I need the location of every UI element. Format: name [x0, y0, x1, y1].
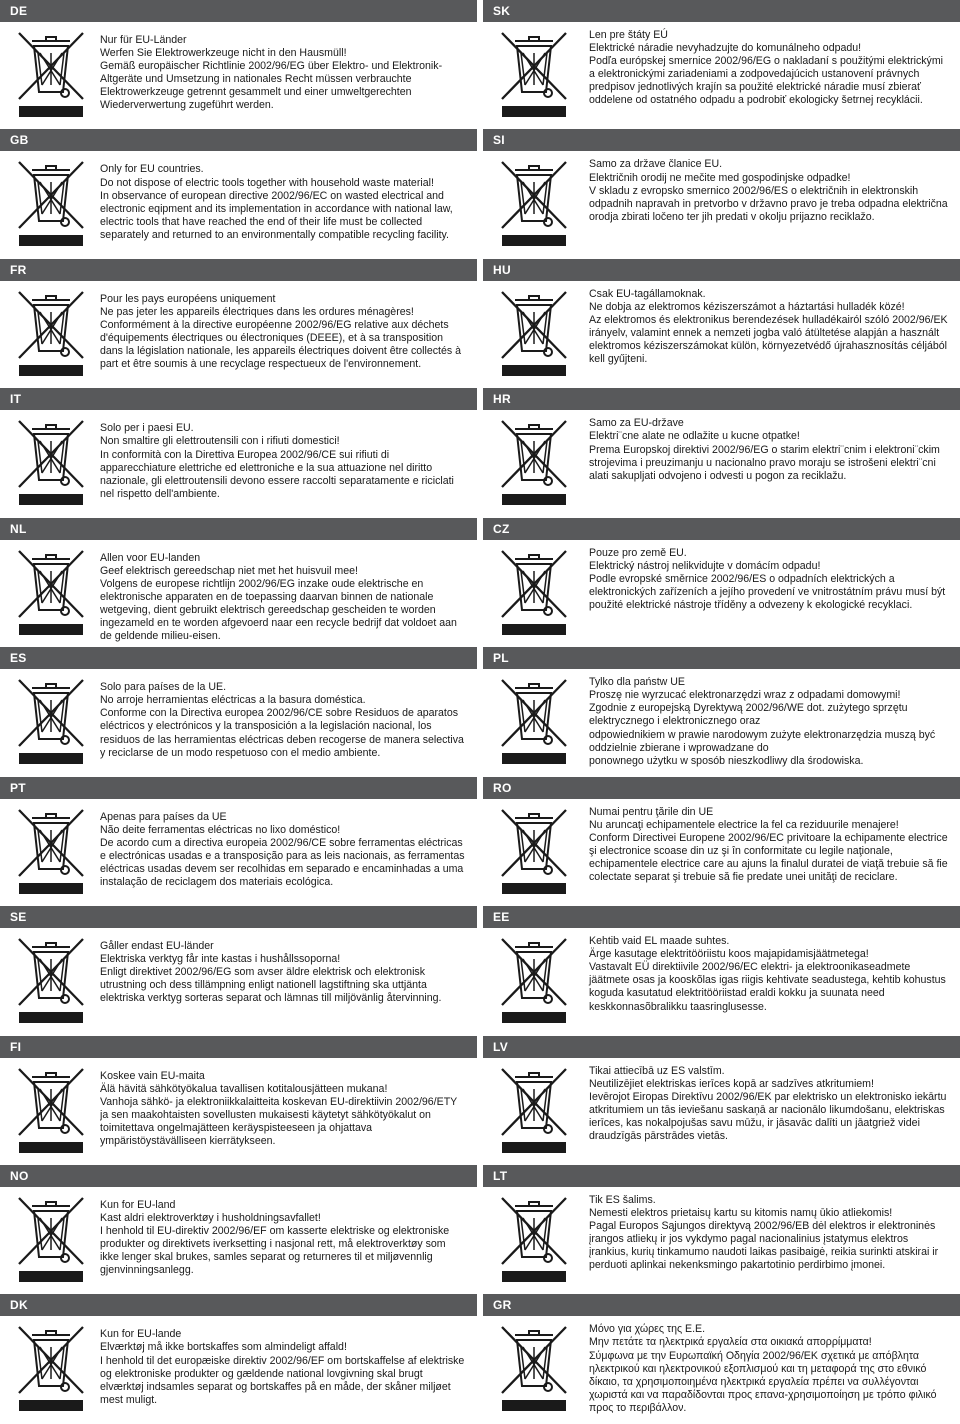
notice-line: ponownego użytku w sposób nieszkodliwy dla środowiska.	[589, 754, 864, 767]
crossed-out-wheelie-bin-icon	[499, 415, 569, 507]
section-text	[100, 540, 477, 647]
icon-container	[483, 22, 583, 129]
notice-line: Allen voor EU-landen	[100, 551, 201, 564]
section-gb	[0, 129, 480, 258]
section-lt	[480, 1165, 960, 1294]
notice-line: Conforme con la Directiva europea 2002/96/CE sobre Residuos de aparatos eléctricos y electrónicos y la transposición a la legislación nacional, los residuos de las herramientas eléctricas deben recogerse de manera selectiva y reciclarse de un modo respetuoso con el medio ambiente.	[100, 707, 464, 759]
notice-line: Nu aruncaţi echipamentele electrice la fel ca reziduurile menajere!	[589, 818, 899, 831]
section-content	[0, 540, 477, 647]
section-text	[583, 799, 960, 906]
language-code-bar	[0, 1294, 477, 1316]
notice-line: Kun for EU-land	[100, 1198, 176, 1211]
crossed-out-wheelie-bin-icon	[499, 545, 569, 637]
notice-line: Elværktøj må ikke bortskaffes som almindeligt affald!	[100, 1341, 347, 1354]
notice-line: Ievērojot Eiropas Direktīvu 2002/96/EK par elektrisko un elektronisko iekārtu atkritumiem un tās ieviešanu saskaņā ar nacionālo likumdošanu, elektriskas ierīces, kas nokalpojušas savu mūžu, ir jāsavāc dalīti un jāatgriež videi draudzīgās pārstrādes vietās.	[589, 1090, 947, 1142]
notice-line: Älä hävitä sähkötyökalua tavallisen kotitalousjätteen mukana!	[100, 1082, 388, 1095]
notice-line: Zgodnie z europejską Dyrektywą 2002/96/WE dot. zużytego sprzętu elektrycznego i elektronicznego oraz	[589, 702, 908, 728]
language-code: GB	[10, 133, 29, 148]
notice-line: Não deite ferramentas eléctricas no lixo doméstico!	[100, 823, 341, 836]
notice-line: Numai pentru ţările din UE	[589, 805, 714, 818]
language-code-bar	[483, 259, 960, 281]
icon-container	[483, 540, 583, 647]
notice-line: Only for EU countries.	[100, 163, 204, 176]
section-text	[100, 669, 477, 776]
notice-line: Samo za EU-države	[589, 417, 684, 430]
language-code-bar	[483, 1294, 960, 1316]
notice-line: Conform Directivei Europene 2002/96/EC privitoare la echipamente electrice şi electronice scoase din uz şi în conformitate cu legile naţionale, echipamentele electrice care au ajuns la finalul duratei de viaţă trebuie să fie colectate separat şi trebuie să fie predate unei unităţi de reciclare.	[589, 831, 948, 884]
icon-container	[483, 799, 583, 906]
notice-line: Neutilizējiet elektriskas ierīces kopā ar sadzīves atkritumiem!	[589, 1077, 874, 1090]
notice-line: Prema Europskoj direktivi 2002/96/EG o starim elektri¨cnim i elektroni¨ckim strojevima i preuzimanju u nacionalno pravo moraju se istrošeni elektri¨cni alati sakupljati odvojeno i odvesti u pogon za reciklažu.	[589, 443, 940, 482]
notice-line: odpowiednikiem w prawie narodowym zużyte elektronarzędzia muszą być oddzielnie zbierane i wprowadzane do	[589, 728, 936, 754]
icon-container	[483, 1058, 583, 1165]
section-content	[0, 669, 477, 776]
notice-line: Σύμφωνα με την Ευρωπαϊκή Οδηγία 2002/96/ΕΚ σχετικά με απόβλητα ηλεκτρικού και ηλεκτρονικού εξοπλισμού και τη μεταφορά της στο εθνικό δίκαιο, τα χρησιμοποιημένα ηλεκτρικά εργαλεία πρέπει να συλλέγονται χωριστά και να παραδίδονται προς επανα-χρησιμοποίηση με τρόπο φιλικό προς το περιβάλλον.	[589, 1349, 937, 1414]
crossed-out-wheelie-bin-icon	[499, 933, 569, 1025]
notice-line: Enligt direktivet 2002/96/EG som avser äldre elektrisk och elektronisk utrustning och dess tillämpning enligt nationell lagstiftning ska uttjänta elektriska verktyg sorteras separat och lämnas till miljövänlig återvinning.	[100, 966, 442, 1005]
section-se	[0, 906, 480, 1035]
language-code: ES	[10, 651, 27, 666]
notice-line: Koskee vain EU-maita	[100, 1069, 205, 1082]
icon-container	[0, 669, 100, 776]
section-gr	[480, 1294, 960, 1423]
notice-line: Kehtib vaid EL maade suhtes.	[589, 935, 730, 948]
language-code-bar	[0, 1165, 477, 1187]
notice-line: Elektrické náradie nevyhadzujte do komunálneho odpadu!	[589, 42, 862, 55]
language-code-bar	[0, 647, 477, 669]
crossed-out-wheelie-bin-icon	[16, 286, 86, 378]
notice-line: Podľa európskej smernice 2002/96/EG o nakladaní s použitými elektrickými a elektronickými zariadeniami a zodpovedajúcich ustanovení právnych predpisov jednotlivých krajín sa použité elektrické náradie musí zbierať oddelene od ostatného odpadu a podrobiť ekologicky šetrnej recyklácii.	[589, 55, 944, 107]
notice-line: Solo per i paesi EU.	[100, 422, 194, 435]
icon-container	[0, 799, 100, 906]
section-content	[483, 410, 960, 517]
section-lv	[480, 1036, 960, 1165]
notice-line: Elektriska verktyg får inte kastas i hushållssoporna!	[100, 953, 341, 966]
language-code-bar	[0, 0, 477, 22]
notice-line: Samo za države članice EU.	[589, 158, 723, 171]
language-code-bar	[483, 129, 960, 151]
notice-line: Vanhoja sähkö- ja elektroniikkalaitteita koskevan EU-direktiivin 2002/96/ETY ja sen maakohtaisten sovellusten mukaisesti käytetyt sähkötyökalut on toimitettava ongelmajätteen keräyspisteeseen ja ohjattava ympäristöystävälliseen kierrätykseen.	[100, 1095, 458, 1147]
section-content	[0, 281, 477, 388]
section-fi	[0, 1036, 480, 1165]
crossed-out-wheelie-bin-icon	[16, 1192, 86, 1284]
icon-container	[483, 1316, 583, 1423]
notice-line: I henhold til EU-direktiv 2002/96/EF om kasserte elektriske og elektroniske produkter og direktivets iverksetting i nasjonal rett, må elektroverktøy som ikke lenger skal brukes, samles separat og returneres til et miljøvennlig gjenvinningsanlegg.	[100, 1225, 450, 1277]
language-code: SK	[493, 4, 511, 18]
language-code: NO	[10, 1168, 29, 1183]
language-code: GR	[493, 1298, 512, 1313]
crossed-out-wheelie-bin-icon	[16, 933, 86, 1025]
language-code: LT	[493, 1168, 508, 1183]
notice-line: Proszę nie wyrzucać elektronarzędzi wraz z odpadami domowymi!	[589, 689, 901, 702]
language-code-bar	[0, 777, 477, 799]
language-code: HR	[493, 392, 511, 407]
notice-line: Kun for EU-lande	[100, 1328, 182, 1341]
notice-line: Gåller endast EU-länder	[100, 940, 214, 953]
crossed-out-wheelie-bin-icon	[16, 804, 86, 896]
section-text	[583, 410, 960, 517]
section-fr	[0, 259, 480, 388]
section-text	[100, 151, 477, 258]
section-text	[583, 1316, 960, 1423]
section-hr	[480, 388, 960, 517]
language-code: RO	[493, 780, 512, 795]
crossed-out-wheelie-bin-icon	[499, 286, 569, 378]
notice-line: Volgens de europese richtlijn 2002/96/EG inzake oude elektrische en elektronische apparaten en de toepassing daarvan binnen de nationale wetgeving, dient gebruikt elektrisch gereedschap gescheiden te worden ingezameld en te worden afgevoerd naar een recycle bedrijf dat voldoet aan de geldende milieu-eisen.	[100, 577, 457, 643]
section-text	[583, 928, 960, 1035]
section-content	[483, 540, 960, 647]
notice-line: Elektrický nástroj nelikvidujte v domácím odpadu!	[589, 559, 821, 572]
crossed-out-wheelie-bin-icon	[16, 1063, 86, 1155]
language-code: LV	[493, 1039, 509, 1054]
section-content	[483, 281, 960, 388]
language-code: SE	[10, 910, 27, 925]
notice-line: Ne pas jeter les appareils électriques dans les ordures ménagères!	[100, 305, 414, 318]
icon-container	[0, 1187, 100, 1294]
notice-line: Kast aldri elektroverktøy i husholdningsavfallet!	[100, 1212, 321, 1225]
notice-line: Solo para países de la UE.	[100, 681, 227, 694]
notice-line: Tik ES šalims.	[589, 1193, 656, 1206]
section-content	[0, 410, 477, 517]
section-text	[583, 1058, 960, 1165]
notice-line: Gemäß europäischer Richtlinie 2002/96/EG über Elektro- und Elektronik-Altgeräte und Umsetzung in nationales Recht müssen verbrauchte Elektrowerkzeuge getrennt gesammelt und einer umweltgerechten Wiederverwertung zugeführt werden.	[100, 60, 443, 112]
notice-line: Tikai attiecībā uz ES valstīm.	[589, 1064, 725, 1077]
notice-line: Μην πετάτε τα ηλεκτρικά εργαλεία στα οικιακά απορρίμματα!	[589, 1336, 872, 1349]
icon-container	[483, 281, 583, 388]
icon-container	[0, 410, 100, 517]
language-code-bar	[0, 518, 477, 540]
section-es	[0, 647, 480, 776]
notice-line: I henhold til det europæiske direktiv 2002/96/EF om bortskaffelse af elektriske og elektroniske produkter og gældende national lovgivning skal brugt elværktøj indsamles separat og bortskaffes på en måde, der skåner miljøet mest muligt.	[100, 1354, 465, 1406]
notice-line: Tylko dla państw UE	[589, 676, 685, 689]
crossed-out-wheelie-bin-icon	[16, 545, 86, 637]
icon-container	[0, 540, 100, 647]
notice-line: Μόνο για χώρες της Ε.Ε.	[589, 1323, 706, 1336]
language-code-bar	[483, 518, 960, 540]
notice-line: Pouze pro země EU.	[589, 546, 687, 559]
notice-line: Nemesti elektros prietaisų kartu su kitomis namų ūkio atliekomis!	[589, 1207, 893, 1220]
language-code-bar	[483, 647, 960, 669]
language-code: PL	[493, 651, 509, 666]
section-text	[583, 669, 960, 776]
language-code-bar	[0, 906, 477, 928]
notice-line: Ärge kasutage elektritööriistu koos majapidamisjäätmetega!	[589, 948, 869, 961]
language-code-bar	[0, 1036, 477, 1058]
section-text	[583, 151, 960, 258]
language-code: EE	[493, 910, 510, 925]
icon-container	[0, 281, 100, 388]
notice-line: Werfen Sie Elektrowerkzeuge nicht in den Hausmüll!	[100, 47, 347, 60]
language-code-bar	[0, 388, 477, 410]
section-content	[483, 799, 960, 906]
section-no	[0, 1165, 480, 1294]
language-code: IT	[10, 392, 22, 407]
section-nl	[0, 518, 480, 647]
section-text	[100, 1058, 477, 1165]
notice-line: V skladu z evropsko smernico 2002/96/ES o električnih in elektronskih odpadnih napravah in pretvorbo v državno pravo je treba odpadna električna orodja zbirati ločeno ter jih predati v okolju prijazno reciklažo.	[589, 184, 948, 223]
crossed-out-wheelie-bin-icon	[499, 156, 569, 248]
section-content	[0, 1187, 477, 1294]
language-code-bar	[483, 0, 960, 22]
section-text	[100, 281, 477, 388]
language-code: NL	[10, 521, 27, 536]
crossed-out-wheelie-bin-icon	[499, 1063, 569, 1155]
section-cz	[480, 518, 960, 647]
section-si	[480, 129, 960, 258]
section-content	[483, 669, 960, 776]
notice-line: Elektri¨cne alate ne odlažite u kucne otpatke!	[589, 430, 800, 443]
section-content	[483, 1058, 960, 1165]
crossed-out-wheelie-bin-icon	[499, 27, 569, 119]
icon-container	[0, 928, 100, 1035]
icon-container	[0, 1316, 100, 1423]
section-text	[100, 22, 477, 129]
language-code: FI	[10, 1039, 22, 1054]
icon-container	[483, 669, 583, 776]
notice-line: No arroje herramientas eléctricas a la basura doméstica.	[100, 694, 366, 707]
notice-line: Az elektromos és elektronikus berendezések hulladékairól szóló 2002/96/EK irányelv, valamint ennek a nemzeti jogba való átültetése alapján a használt elektromos kéziszerszámokat külön, környezetvédő újrahasznosítás céljából kell gyűjteni.	[589, 314, 948, 366]
section-hu	[480, 259, 960, 388]
notice-line: In conformità con la Direttiva Europea 2002/96/CE sui rifiuti di apparecchiature elettriche ed elettroniche e la sua attuazione nel diritto nazionale, gli elettroutensili devono essere raccolti separatamente e riciclati nel rispetto dell'ambiente.	[100, 448, 454, 500]
section-pl	[480, 647, 960, 776]
section-content	[0, 928, 477, 1035]
section-text	[100, 799, 477, 906]
language-code: CZ	[493, 521, 510, 536]
notice-line: Non smaltire gli elettroutensili con i rifiuti domestici!	[100, 435, 340, 448]
icon-container	[483, 1187, 583, 1294]
language-code: FR	[10, 262, 27, 277]
notice-line: Conformément à la directive européenne 2002/96/EG relative aux déchets d'équipements électriques ou électroniques (DEEE), et à sa transposition dans la législation nationale, les appareils électriques doivent être collectés à part et être soumis à une recyclage respectueux de l'environnement.	[100, 319, 461, 371]
section-content	[0, 22, 477, 129]
section-content	[0, 1316, 477, 1423]
section-text	[583, 540, 960, 647]
section-sk	[480, 0, 960, 129]
notice-line: Ne dobja az elektromos kéziszerszámot a háztartási hulladék közé!	[589, 300, 905, 313]
section-content	[0, 1058, 477, 1165]
section-dk	[0, 1294, 480, 1423]
section-text	[100, 928, 477, 1035]
notice-line: De acordo cum a directiva europeia 2002/96/CE sobre ferramentas eléctricas e electrónicas usadas e a transposição para as leis nacionais, as ferramentas eléctricas usadas devem ser recolhidas em separado e encaminhadas a uma instalação de reciclagem dos materiais ecológica.	[100, 836, 465, 889]
notice-line: Csak EU-tagállamoknak.	[589, 287, 706, 300]
language-code-bar	[0, 129, 477, 151]
section-text	[583, 281, 960, 388]
section-text	[100, 410, 477, 517]
language-code: PT	[10, 780, 26, 795]
language-code: SI	[493, 133, 505, 148]
notice-line: Pagal Europos Sąjungos direktyvą 2002/96/EB dėl elektros ir elektroninės įrangos atliekų ir jos vykdymo pagal nacionalinius įstatymus elektros įrankius, kurių tinkamumo naudoti laikas pasibaigė, reikia surinkti atskirai ir perduoti aplinkai nekenksmingo pakartotinio perdirbimo įmonei.	[589, 1220, 939, 1272]
section-content	[483, 928, 960, 1035]
crossed-out-wheelie-bin-icon	[16, 1321, 86, 1413]
notice-line: Apenas para países da UE	[100, 810, 227, 823]
section-content	[0, 151, 477, 258]
icon-container	[483, 928, 583, 1035]
section-content	[483, 22, 960, 129]
section-de	[0, 0, 480, 129]
notice-line: Pour les pays européens uniquement	[100, 292, 276, 305]
language-code-bar	[483, 388, 960, 410]
language-code-bar	[483, 1036, 960, 1058]
section-text	[100, 1316, 477, 1423]
icon-container	[483, 151, 583, 258]
section-ro	[480, 777, 960, 906]
section-content	[483, 151, 960, 258]
notice-line: In observance of european directive 2002/96/EC on wasted electrical and electronic eqipment and its implementation in accordance with national law, electric tools that have reached the end of their life must be collected separately and returned to an environmentally compatible recycling facility.	[100, 189, 453, 241]
crossed-out-wheelie-bin-icon	[499, 1192, 569, 1284]
icon-container	[0, 1058, 100, 1165]
section-ee	[480, 906, 960, 1035]
language-code: DE	[10, 4, 28, 18]
section-content	[483, 1316, 960, 1423]
notice-line: Geef elektrisch gereedschap niet met het huisvuil mee!	[100, 564, 358, 577]
section-text	[583, 1187, 960, 1294]
crossed-out-wheelie-bin-icon	[499, 1321, 569, 1413]
notice-line: Nur für EU-Länder	[100, 34, 187, 46]
crossed-out-wheelie-bin-icon	[499, 804, 569, 896]
crossed-out-wheelie-bin-icon	[16, 27, 86, 119]
language-code: HU	[493, 262, 511, 277]
icon-container	[483, 410, 583, 517]
notice-line: Do not dispose of electric tools together with household waste material!	[100, 176, 434, 189]
crossed-out-wheelie-bin-icon	[16, 156, 86, 248]
section-pt	[0, 777, 480, 906]
crossed-out-wheelie-bin-icon	[16, 415, 86, 507]
language-code-bar	[483, 906, 960, 928]
section-text	[100, 1187, 477, 1294]
section-content	[0, 799, 477, 906]
icon-container	[0, 151, 100, 258]
crossed-out-wheelie-bin-icon	[499, 674, 569, 766]
notice-line: Električnih orodij ne mečite med gospodinjske odpadke!	[589, 171, 851, 184]
notice-line: Podle evropské směrnice 2002/96/ES o odpadních elektrických a elektronických zařízeních a jejího provedení ve vnitrostátním právu musí být použité elektrické nástroje tříděny a odvezeny k ekologické recyklaci.	[589, 572, 946, 612]
notice-line: Vastavalt EÜ direktiivile 2002/96/EC elektri- ja elektroonikaseadmete jäätmete osas ja kooskõlas igas riigis kehtivate seadustega, kehtib kohustus koguda kasutatud elektritööriistad eraldi kokku ja suunata need keskkonnasõbralikku taasringlusesse.	[589, 961, 946, 1013]
section-content	[483, 1187, 960, 1294]
notice-line: Len pre štáty EÚ	[589, 29, 668, 41]
crossed-out-wheelie-bin-icon	[16, 674, 86, 766]
icon-container	[0, 22, 100, 129]
language-code-bar	[0, 259, 477, 281]
section-it	[0, 388, 480, 517]
language-code-bar	[483, 1165, 960, 1187]
language-code-bar	[483, 777, 960, 799]
language-code: DK	[10, 1298, 28, 1313]
section-text	[583, 22, 960, 129]
